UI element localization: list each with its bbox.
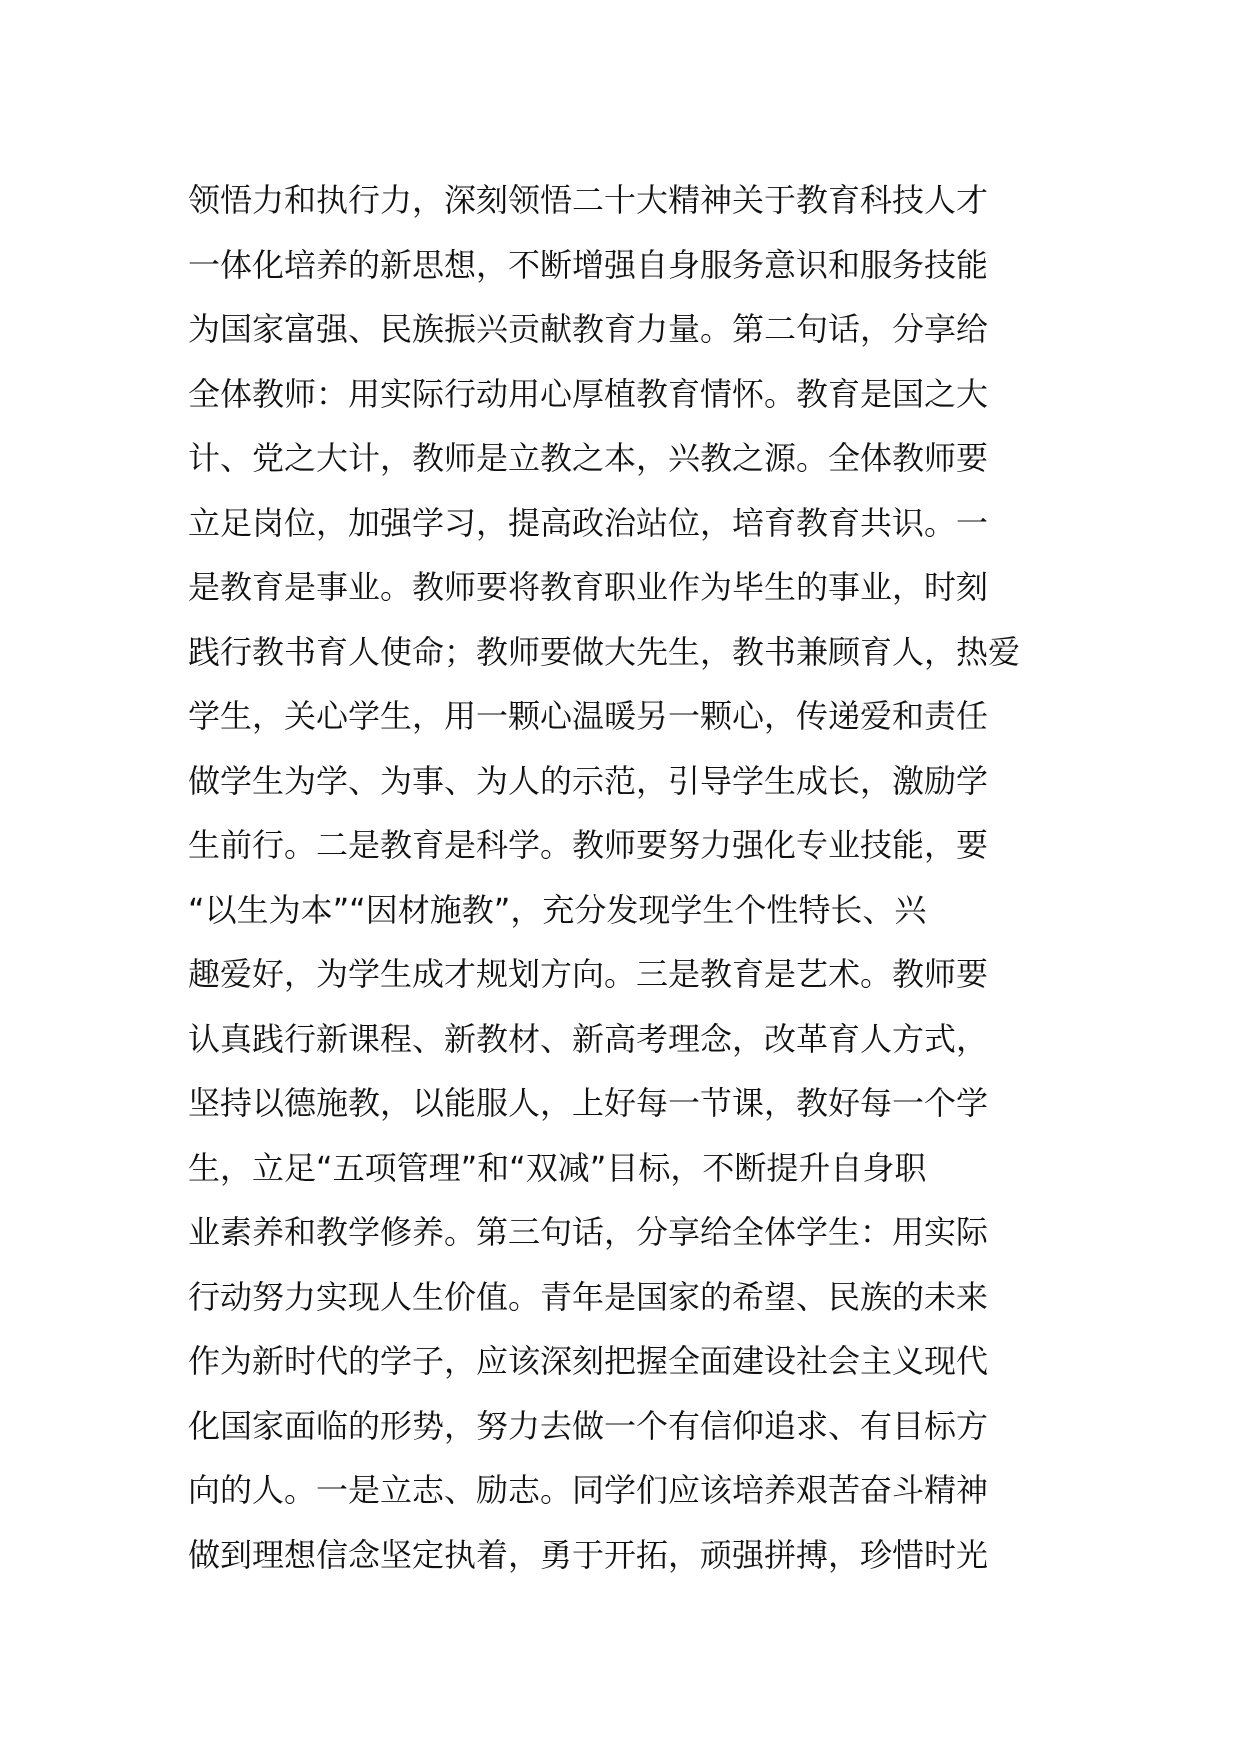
text-line: 学生，关心学生，用一颗心温暖另一颗心，传递爱和责任: [188, 697, 989, 735]
text-line: 计、党之大计，教师是立教之本，兴教之源。全体教师要: [188, 439, 989, 477]
text-line: 做学生为学、为事、为人的示范，引导学生成长，激励学: [188, 761, 989, 800]
text-line: 趣爱好，为学生成才规划方向。三是教育是艺术。教师要: [188, 955, 989, 993]
text-line: 坚持以德施教，以能服人，上好每一节课，教好每一个学: [188, 1084, 989, 1122]
text-line: 一体化培养的新思想，不断增强自身服务意识和服务技能: [188, 245, 989, 284]
text-line: 行动努力实现人生价值。青年是国家的希望、民族的未来: [188, 1277, 989, 1316]
text-line: 践行教书育人使命；教师要做大先生，教书兼顾育人，热爱: [188, 632, 1021, 671]
text-line: 为国家富强、民族振兴贡献教育力量。第二句话，分享给: [188, 310, 989, 348]
text-line: 业素养和教学修养。第三句话，分享给全体学生：用实际: [188, 1213, 989, 1251]
text-line: 全体教师：用实际行动用心厚植教育情怀。教育是国之大: [188, 374, 989, 413]
text-line: 是教育是事业。教师要将教育职业作为毕生的事业，时刻: [188, 568, 989, 606]
text-line: 作为新时代的学子，应该深刻把握全面建设社会主义现代: [188, 1342, 989, 1380]
text-line: 生前行。二是教育是科学。教师要努力强化专业技能，要: [188, 826, 989, 864]
text-line: 立足岗位，加强学习，提高政治站位，培育教育共识。一: [188, 503, 989, 542]
text-line: 生，立足“五项管理”和“双减”目标，不断提升自身职: [188, 1148, 927, 1187]
text-line: “以生为本”“因材施教”，充分发现学生个性特长、兴: [188, 890, 927, 929]
body-text: [188, 168, 1068, 1587]
text-line: 化国家面临的形势，努力去做一个有信仰追求、有目标方: [188, 1406, 989, 1445]
text-line: 认真践行新课程、新教材、新高考理念，改革育人方式，: [188, 1019, 989, 1058]
text-line: 向的人。一是立志、励志。同学们应该培养艰苦奋斗精神: [188, 1471, 989, 1509]
text-line: 领悟力和执行力，深刻领悟二十大精神关于教育科技人才: [188, 181, 989, 219]
text-line: 做到理想信念坚定执着，勇于开拓，顽强拼搏，珍惜时光: [188, 1535, 989, 1574]
